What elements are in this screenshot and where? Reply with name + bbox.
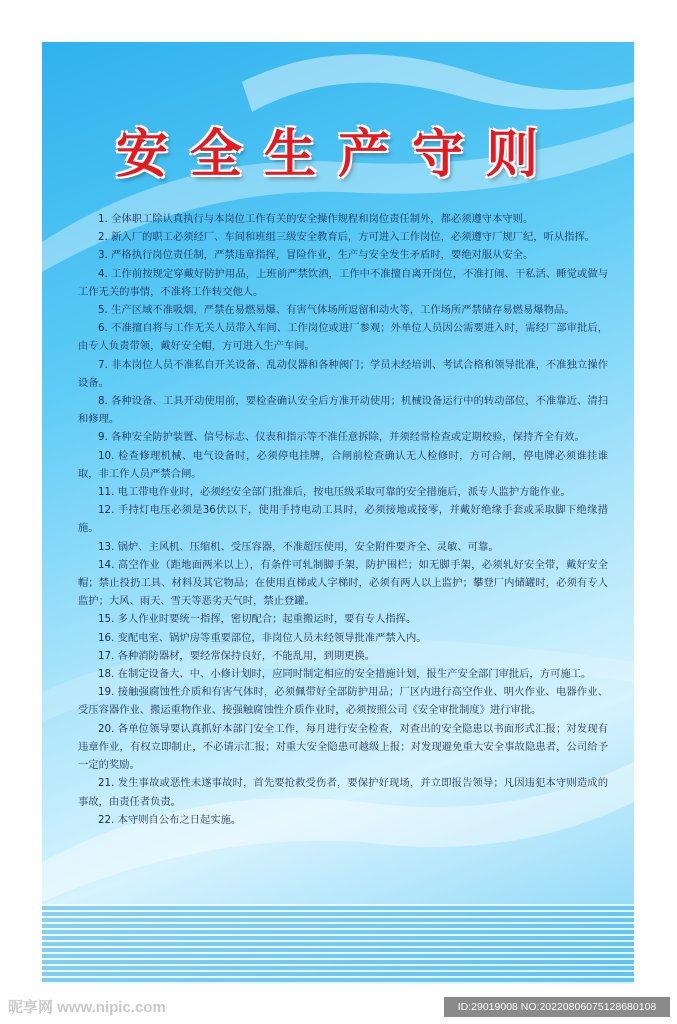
rule-item: 1. 全体职工除认真执行与本岗位工作有关的安全操作规程和岗位责任制外，都必须遵守本守则。 <box>98 213 534 225</box>
rule-item: 12. 手持灯电压必须是36伏以下，使用手持电动工具时，必须接地或接零，并戴好绝缘手套或采取脚下绝缘措施。 <box>78 504 608 535</box>
rule-item: 5. 生产区域不准吸烟，严禁在易燃易爆、有害气体场所逗留和动火等，工作场所严禁储存易燃易爆物品。 <box>98 304 575 317</box>
rule-item: 18. 在制定设备大、中、小修计划时，应同时制定相应的安全措施计划，报生产安全部门审批后，方可施工。 <box>98 668 592 681</box>
rule-item: 8. 各种设备、工具开动使用前，要检查确认安全后方准开动使用；机械设备运行中的转动部位，不准靠近、清扫和修理。 <box>78 395 608 426</box>
rule-item: 6. 不准擅自将与工作无关人员带入车间、工作岗位或进厂参观；外单位人员因公需要进入时，需经厂部审批后，由专人负责带领，戴好安全帽，方可进入生产车间。 <box>78 322 608 353</box>
rule-item: 14. 高空作业（距地面两米以上），有条件可轧制脚手架，防护围栏；如无脚手架，必须轧好安全带，戴好安全帽；禁止投扔工具、材料及其它物品；在使用直梯或人字梯时，必须有两人以上监护；攀登厂内储罐时，必须有专人监护；大风、雨天、雪天等恶劣天气时，禁止登罐。 <box>78 558 608 608</box>
rules-list <box>78 210 608 829</box>
rule-item: 2. 新入厂的职工必须经厂、车间和班组三级安全教育后，方可进入工作岗位，必须遵守厂规厂纪，听从指挥。 <box>98 231 596 244</box>
stripe-band <box>42 904 634 984</box>
watermark-logo-text: 昵享网 www.nipic.com <box>8 999 166 1016</box>
rule-item: 20. 各单位领导要认真抓好本部门安全工作，每月进行安全检查，对查出的安全隐患以书面形式汇报；对发现有违章作业，有权立即制止，不必请示汇报；对重大安全隐患可越级上报；对发现避免重大安全事故隐患者，公司给予一定的奖励。 <box>78 722 608 772</box>
rule-item: 13. 锅炉、主风机、压缩机、受压容器，不准超压使用，安全附件要齐全、灵敏、可靠。 <box>98 540 499 553</box>
rule-item: 4. 工作前按规定穿戴好防护用品，上班前严禁饮酒，工作中不准擅自离开岗位，不准打闹、干私活、睡觉或做与工作无关的事情，不准将工作转交他人。 <box>78 267 608 298</box>
rule-item: 9. 各种安全防护装置、信号标志、仪表和指示等不准任意拆除，并须经常检查或定期校验，保持齐全有效。 <box>98 431 585 444</box>
poster-title: 安全生产守则 <box>115 124 560 185</box>
poster-board <box>42 42 634 984</box>
rule-item: 11. 电工带电作业时，必须经安全部门批准后，按电压级采取可靠的安全措施后，派专人监护方能作业。 <box>98 486 571 499</box>
rule-item: 16. 变配电室、锅炉房等重要部位，非岗位人员未经领导批准严禁入内。 <box>98 631 427 644</box>
watermark-id: ID:29019008 NO:20220806075128680108 <box>444 997 670 1017</box>
rule-item: 3. 严格执行岗位责任制，严禁违章指挥，冒险作业，生产与安全发生矛盾时，要绝对服从安全。 <box>98 249 534 262</box>
rule-item: 22. 本守则自公布之日起实施。 <box>98 813 242 826</box>
rule-item: 19. 接触强腐蚀性介质和有害气体时，必须佩带好全部防护用品；厂区内进行高空作业、明火作业、电器作业、受压容器作业、搬运重物作业、接强触腐蚀性介质作业时，必须按照公司《安全审批制度》进行审批。 <box>78 686 608 717</box>
rule-item: 10. 检查修理机械、电气设备时，必须停电挂牌，合闸前检查确认无人检修时，方可合闸，停电牌必须谁挂谁取，非工作人员严禁合闸。 <box>78 449 608 480</box>
rule-item: 15. 多人作业时要统一指挥，密切配合；起重搬运时，要有专人指挥。 <box>98 613 417 626</box>
rule-item: 7. 非本岗位人员不准私自开关设备、乱动仪器和各种阀门；学员未经培训、考试合格和领导批准，不准独立操作设备。 <box>78 358 608 389</box>
rule-item: 17. 各种消防器材，要经常保持良好，不能乱用，到期更换。 <box>98 649 376 662</box>
rule-item: 21. 发生事故或恶性未遂事故时，首先要抢救受伤者，要保护好现场，并立即报告领导；凡因违犯本守则造成的事故，由责任者负责。 <box>78 777 608 808</box>
